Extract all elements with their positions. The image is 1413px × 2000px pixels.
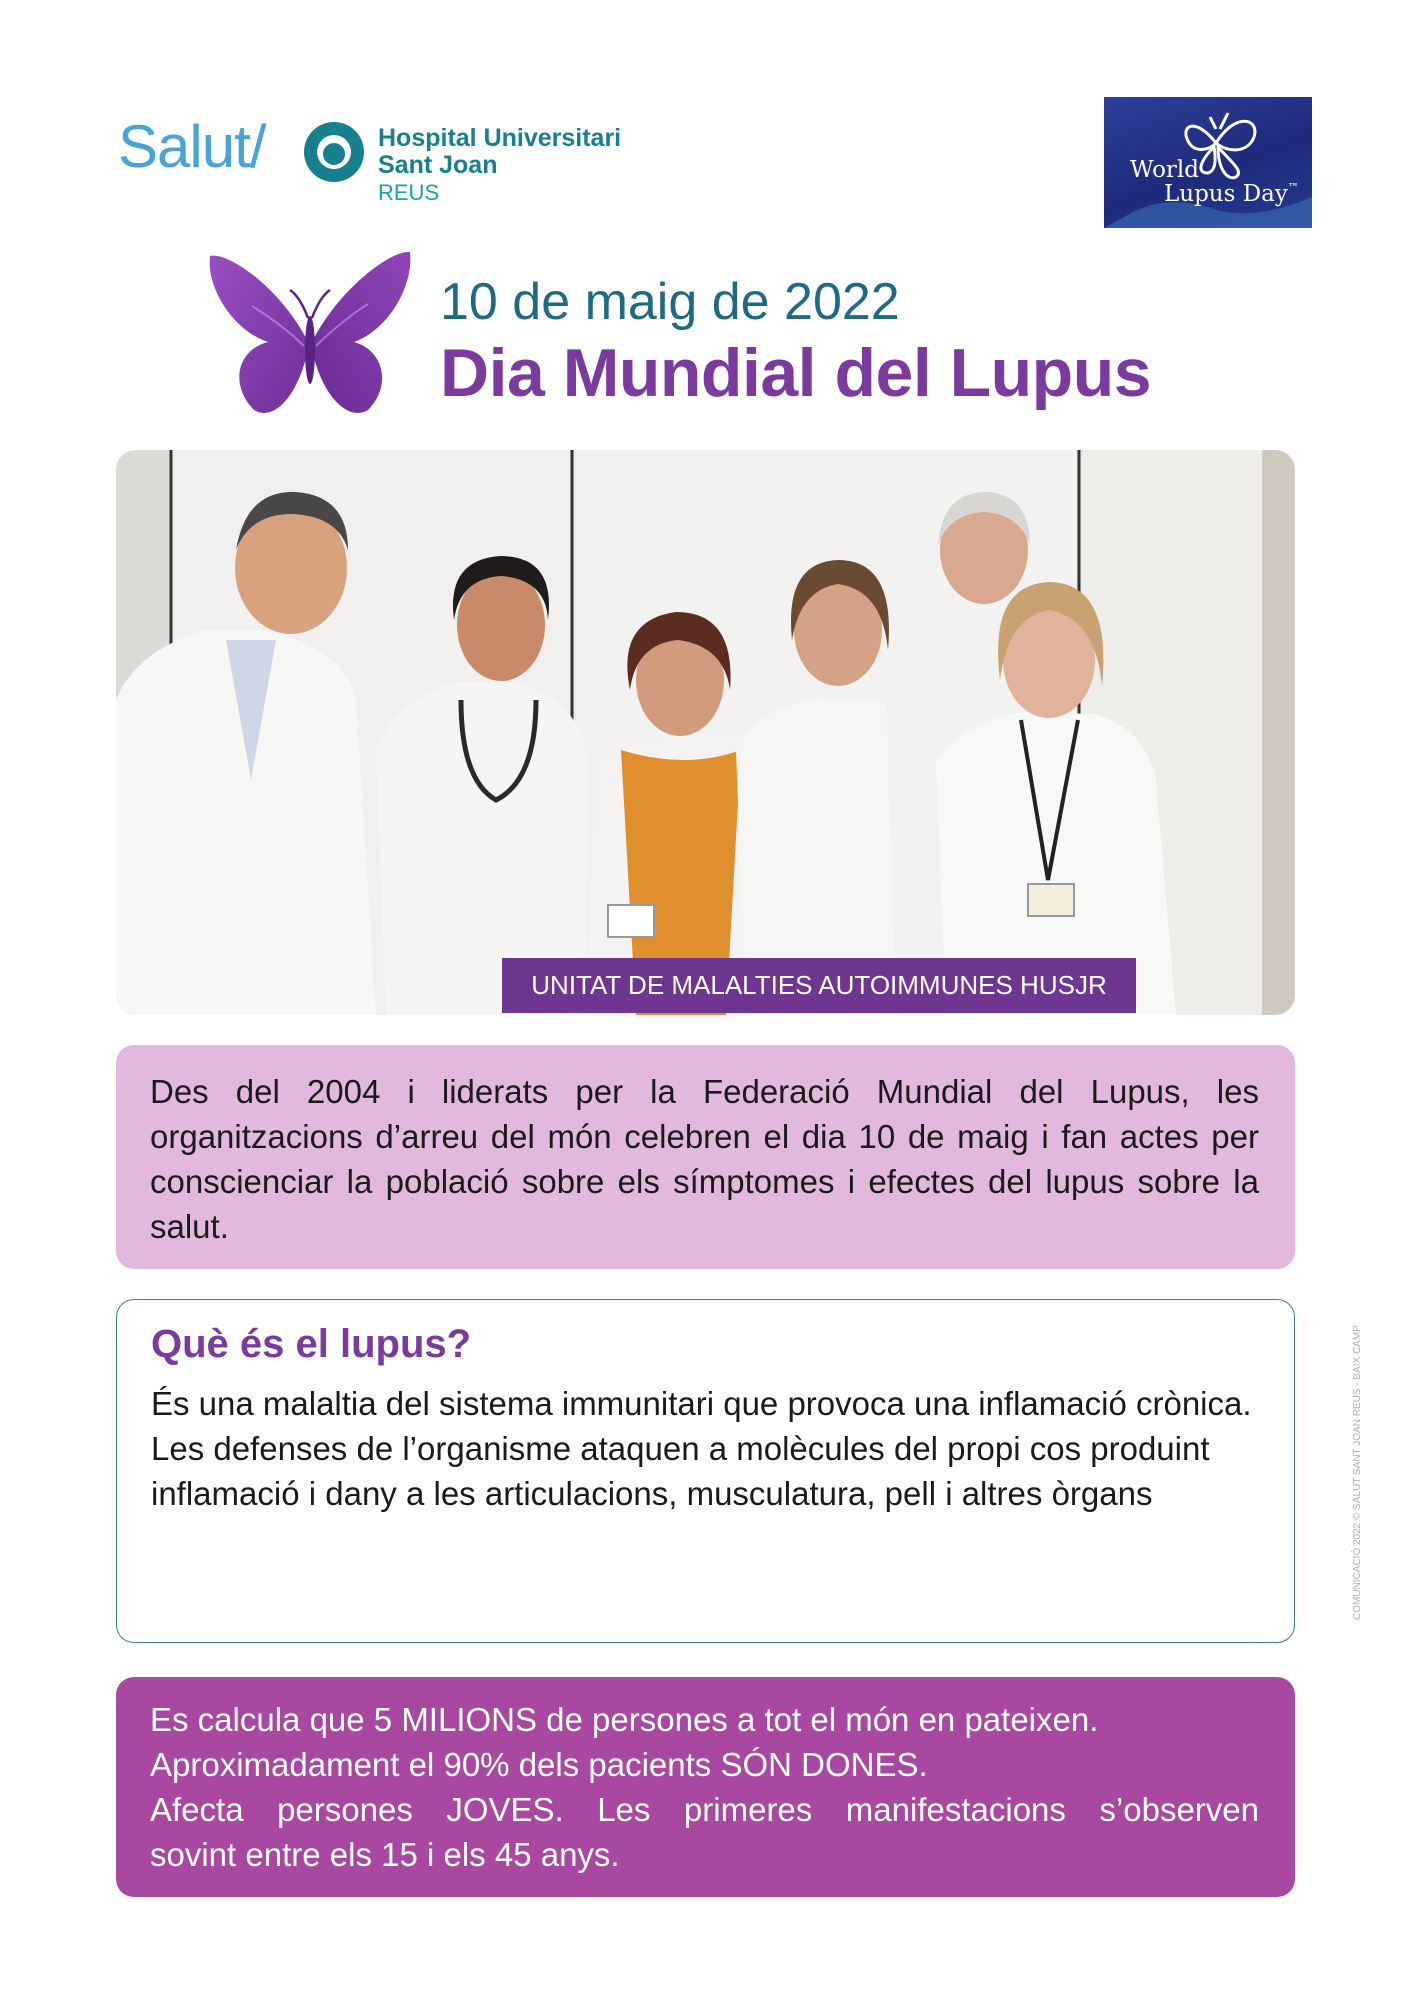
event-date: 10 de maig de 2022 xyxy=(440,273,900,331)
what-is-lupus-paragraph1: És una malaltia del sistema immunitari que provoca una inflamació crònica. xyxy=(151,1385,1252,1422)
fact-line-4: sovint entre els 15 i els 45 anys. xyxy=(150,1836,620,1873)
hospital-name-line1: Hospital Universitari xyxy=(378,124,622,152)
what-is-lupus-box xyxy=(116,1299,1295,1643)
credit-footnote: COMUNICACIÓ 2022 © SALUT SANT JOAN REUS - BAIX CAMP xyxy=(1352,1325,1363,1620)
intro-box xyxy=(116,1045,1295,1269)
hospital-name-line2: Sant Joan xyxy=(378,151,498,179)
facts-box xyxy=(116,1677,1295,1897)
what-is-lupus-paragraph2: Les defenses de l’organisme ataquen a molècules del propi cos produint inflamació i dany a les articulacions, musculatura, pell i altres òrgans xyxy=(151,1430,1210,1512)
fact-line-2: Aproximadament el 90% dels pacients SÓN DONES. xyxy=(150,1746,928,1783)
hospital-city: REUS xyxy=(378,180,440,205)
world-lupus-day-text-line2: Lupus Day™ xyxy=(1164,181,1299,207)
hospital-logo-icon xyxy=(300,118,368,186)
team-photo-illustration xyxy=(116,450,1295,1015)
purple-butterfly-icon xyxy=(208,246,412,422)
salut-logo: Salut/ xyxy=(118,113,266,180)
fact-line-3: Afecta persones JOVES. Les primeres manifestacions s’observen xyxy=(150,1791,1259,1828)
intro-text: Des del 2004 i liderats per la Federació Mundial del Lupus, les organitzacions d’arreu del món celebren el dia 10 de maig i fan actes per conscienciar la població sobre els símptomes i efectes del lupus sobre la salut. xyxy=(150,1073,1259,1245)
world-lupus-day-text-line1: World xyxy=(1130,157,1199,183)
world-lupus-day-logo xyxy=(1104,97,1312,228)
trademark-symbol: ™ xyxy=(1287,181,1299,194)
what-is-lupus-title: Què és el lupus? xyxy=(151,1322,472,1366)
page-title: Dia Mundial del Lupus xyxy=(440,335,1152,411)
team-photo xyxy=(116,450,1295,1015)
fact-line-1: Es calcula que 5 MILIONS de persones a tot el món en pateixen. xyxy=(150,1701,1099,1738)
photo-caption: UNITAT DE MALALTIES AUTOIMMUNES HUSJR xyxy=(502,958,1136,1013)
